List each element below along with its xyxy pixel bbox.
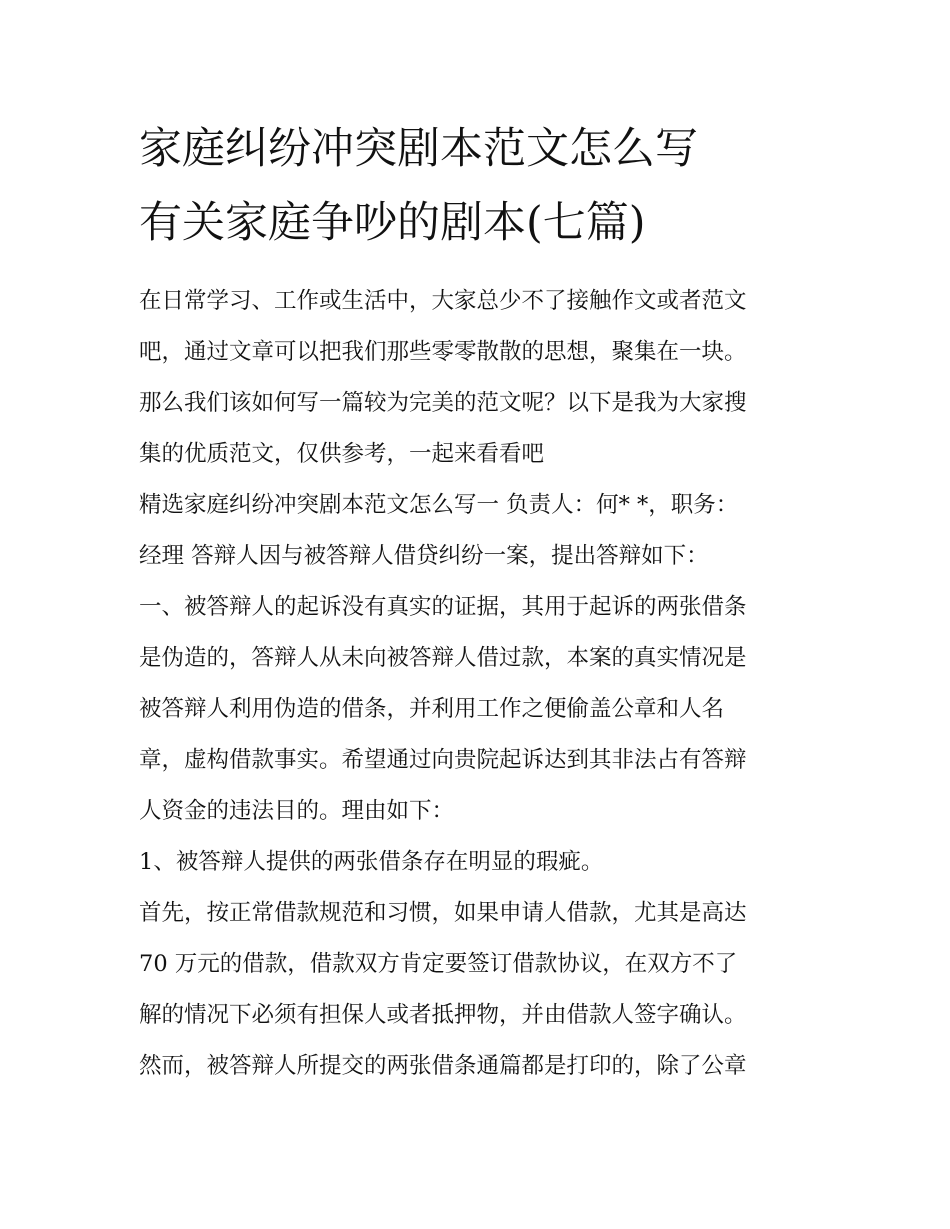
title-line: 有关家庭争吵的剧本(七篇) — [139, 198, 646, 248]
body-line: 是伪造的，答辩人从未向被答辩人借过款，本案的真实情况是 — [139, 645, 747, 671]
body-line: 吧，通过文章可以把我们那些零零散散的思想，聚集在一块。 — [139, 339, 747, 365]
body-line: 解的情况下必须有担保人或者抵押物，并由借款人签字确认。 — [139, 1002, 747, 1028]
title-line: 家庭纠纷冲突剧本范文怎么写 — [139, 124, 698, 174]
body-line: 那么我们该如何写一篇较为完美的范文呢？以下是我为大家搜 — [139, 390, 747, 416]
body-line: 然而，被答辩人所提交的两张借条通篇都是打印的，除了公章 — [139, 1053, 747, 1079]
body-line: 一、被答辩人的起诉没有真实的证据，其用于起诉的两张借条 — [139, 594, 747, 620]
body-line: 章，虚构借款事实。希望通过向贵院起诉达到其非法占有答辩 — [139, 747, 747, 773]
body-line: 1、被答辩人提供的两张借条存在明显的瑕疵。 — [139, 849, 604, 875]
body-line: 被答辩人利用伪造的借条，并利用工作之便偷盖公章和人名 — [139, 696, 725, 722]
body-line: 首先，按正常借款规范和习惯，如果申请人借款，尤其是高达 — [139, 900, 747, 926]
body-line: 精选家庭纠纷冲突剧本范文怎么写一 负责人：何* *，职务： — [139, 492, 739, 518]
body-line: 经理 答辩人因与被答辩人借贷纠纷一案，提出答辩如下： — [139, 543, 709, 569]
body-line: 集的优质范文，仅供参考，一起来看看吧 — [139, 441, 545, 467]
body-line: 70 万元的借款，借款双方肯定要签订借款协议，在双方不了 — [139, 951, 738, 977]
document-title — [139, 112, 839, 260]
body-line: 在日常学习、工作或生活中，大家总少不了接触作文或者范文 — [139, 288, 747, 314]
body-line: 人资金的违法目的。理由如下： — [139, 798, 455, 824]
document-body — [139, 282, 829, 1098]
